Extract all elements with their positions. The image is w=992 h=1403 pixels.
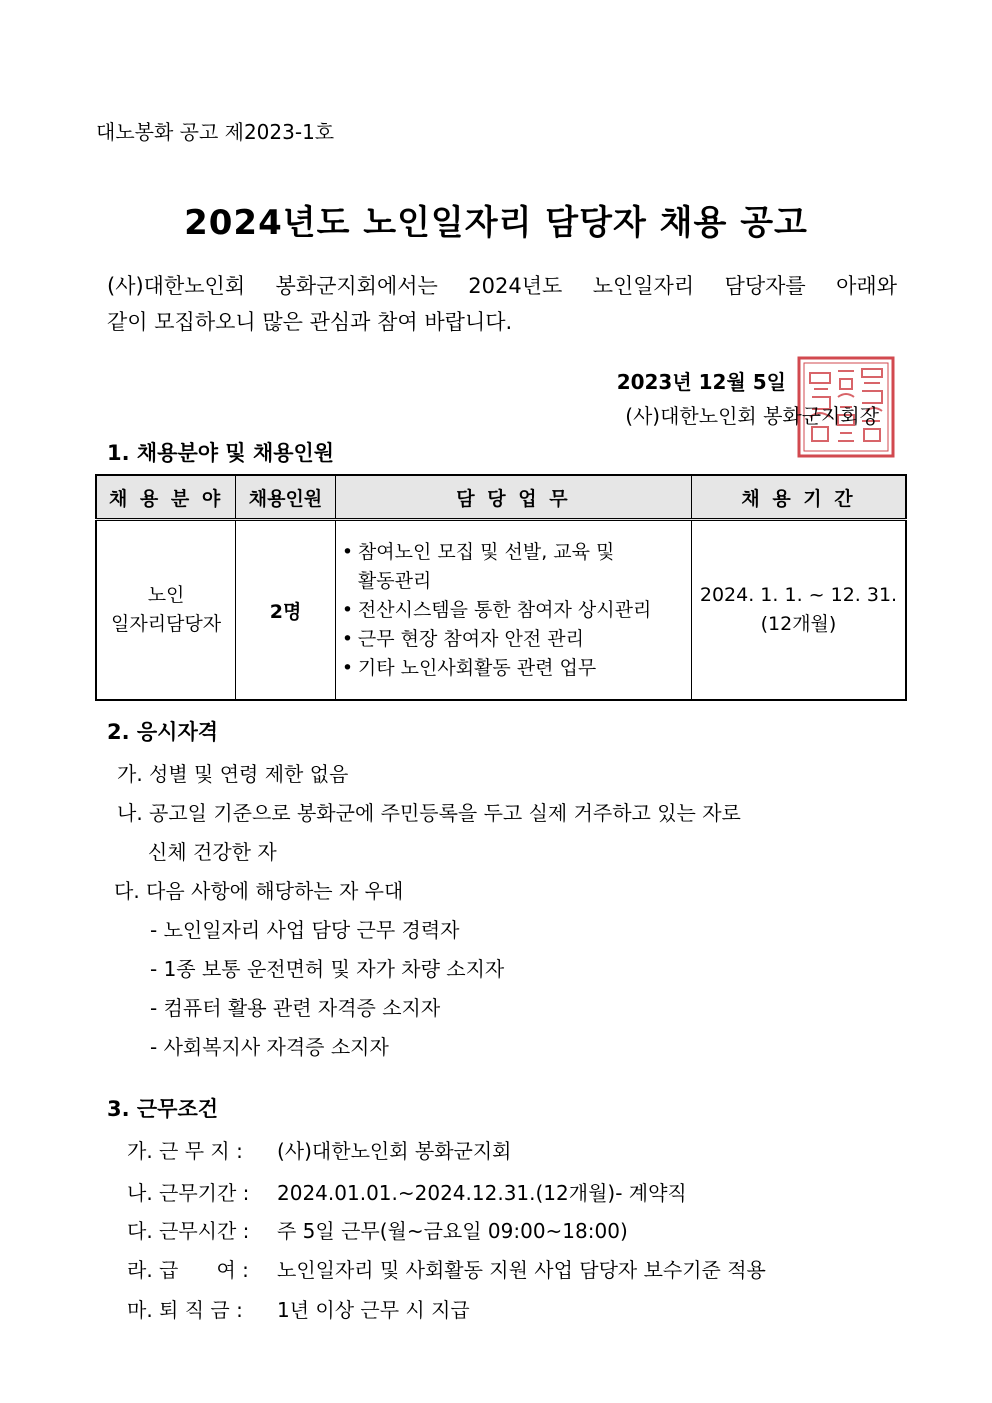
section-heading: 1. 채용분야 및 채용인원 xyxy=(107,441,335,465)
condition-value: 노인일자리 및 사회활동 지원 사업 담당자 보수기준 적용 xyxy=(277,1258,766,1282)
condition-label: 다. 근무시간 : xyxy=(127,1219,250,1243)
duty-item: • 전산시스템을 통한 참여자 상시관리 xyxy=(342,596,685,625)
condition-row xyxy=(127,1294,470,1323)
preference-item: - 사회복지사 자격증 소지자 xyxy=(150,1035,389,1059)
notice-number: 대노봉화 공고 제2023-1호 xyxy=(96,120,335,144)
table-header: 채용인원 xyxy=(236,475,336,520)
headcount-cell: 2명 xyxy=(236,520,336,701)
condition-label: 가. 근 무 지 : xyxy=(127,1139,243,1163)
page-title: 2024년도 노인일자리 담당자 채용 공고 xyxy=(184,203,808,243)
table-header: 채 용 분 야 xyxy=(96,475,236,520)
preference-item: - 컴퓨터 활용 관련 자격증 소지자 xyxy=(150,996,441,1020)
qualification-item: 가. 성별 및 연령 제한 없음 xyxy=(117,762,349,786)
qualification-item-continuation: 신체 건강한 자 xyxy=(148,840,277,864)
preference-item: - 노인일자리 사업 담당 근무 경력자 xyxy=(150,918,460,942)
condition-row xyxy=(127,1215,628,1244)
condition-label: 라. 급 여 : xyxy=(127,1258,249,1282)
duties-cell xyxy=(335,520,691,701)
condition-row xyxy=(127,1135,511,1164)
condition-row xyxy=(127,1177,687,1206)
notice-date: 2023년 12월 5일 xyxy=(616,370,786,394)
issuer-name: (사)대한노인회 봉화군지회장 xyxy=(625,404,879,428)
job-field-cell: 노인 일자리담당자 xyxy=(96,520,236,701)
condition-value: 1년 이상 근무 시 지급 xyxy=(277,1298,470,1322)
condition-value: 2024.01.01.~2024.12.31.(12개월)- 계약직 xyxy=(277,1181,687,1205)
section-heading: 2. 응시자격 xyxy=(107,720,219,744)
qualification-item: 나. 공고일 기준으로 봉화군에 주민등록을 두고 실제 거주하고 있는 자로 xyxy=(117,801,741,825)
intro-line-2: 같이 모집하오니 많은 관심과 참여 바랍니다. xyxy=(107,310,513,334)
duty-item: • 기타 노인사회활동 관련 업무 xyxy=(342,654,685,683)
table-header: 담 당 업 무 xyxy=(335,475,691,520)
condition-value: (사)대한노인회 봉화군지회 xyxy=(277,1139,512,1163)
condition-label: 나. 근무기간 : xyxy=(127,1181,250,1205)
period-dates: 2024. 1. 1. ~ 12. 31. xyxy=(699,584,898,606)
duty-item: • 근무 현장 참여자 안전 관리 xyxy=(342,625,685,654)
condition-value: 주 5일 근무(월~금요일 09:00~18:00) xyxy=(277,1219,628,1243)
condition-row xyxy=(127,1254,766,1283)
table-header: 채 용 기 간 xyxy=(691,475,906,520)
period-cell xyxy=(691,520,906,701)
duty-item: • 참여노인 모집 및 선발, 교육 및 활동관리 xyxy=(342,538,685,596)
period-note: (12개월) xyxy=(760,613,837,635)
qualification-item: 다. 다음 사항에 해당하는 자 우대 xyxy=(114,879,404,903)
intro-line-1: (사)대한노인회 봉화군지회에서는 2024년도 노인일자리 담당자를 아래와 xyxy=(107,274,897,298)
table-row xyxy=(96,520,906,701)
condition-label: 마. 퇴 직 금 : xyxy=(127,1298,243,1322)
preference-item: - 1종 보통 운전면허 및 자가 차량 소지자 xyxy=(150,957,505,981)
section-heading: 3. 근무조건 xyxy=(107,1097,219,1121)
table-header-row xyxy=(96,475,906,520)
recruitment-table xyxy=(95,474,907,701)
